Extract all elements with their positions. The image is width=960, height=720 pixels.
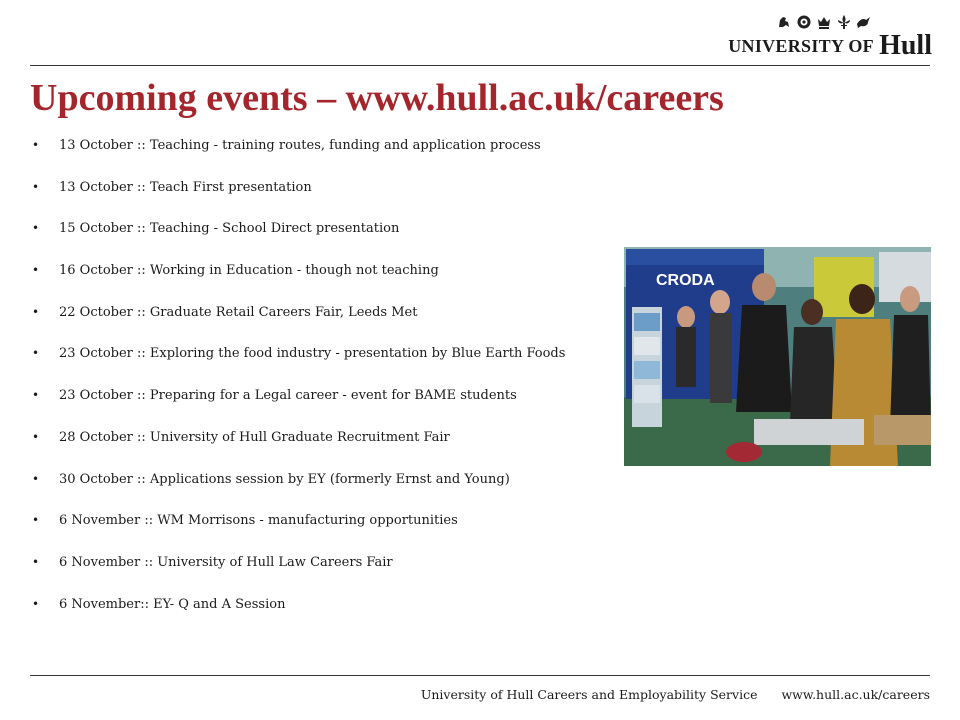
list-item — [30, 424, 610, 466]
list-item — [30, 174, 610, 216]
event-text: 13 October :: Teaching - training routes, funding and application process — [59, 138, 541, 153]
bullet-icon: • — [32, 596, 40, 611]
list-item — [30, 215, 610, 257]
logo-wordmark — [728, 30, 932, 62]
event-text: 30 October :: Applications session by EY (formerly Ernst and Young) — [59, 471, 510, 487]
event-list — [30, 132, 610, 632]
event-text: 15 October :: Teaching - School Direct presentation — [59, 221, 400, 237]
list-item — [30, 132, 610, 174]
list-item — [30, 340, 610, 382]
crest-icons — [776, 14, 872, 30]
bird-icon — [856, 14, 872, 30]
photo-illustration — [624, 247, 931, 466]
bullet-icon: • — [32, 346, 40, 361]
bullet-icon: • — [32, 471, 40, 486]
list-item — [30, 591, 610, 633]
university-logo — [728, 14, 932, 61]
event-text: 6 November :: University of Hull Law Careers Fair — [59, 554, 393, 570]
bullet-icon: • — [32, 513, 40, 528]
list-item — [30, 299, 610, 341]
event-text: 6 November :: WM Morrisons - manufacturing opportunities — [59, 513, 458, 529]
bullet-icon: • — [32, 263, 40, 278]
event-text: 13 October :: Teach First presentation — [59, 179, 312, 195]
fleur-de-lis-icon — [836, 14, 852, 30]
bullet-icon: • — [32, 554, 40, 569]
list-item — [30, 507, 610, 549]
page-title: Upcoming events – www.hull.ac.uk/careers — [30, 77, 724, 119]
event-text: 16 October :: Working in Education - though not teaching — [59, 263, 439, 279]
footer-service: University of Hull Careers and Employability Service — [420, 687, 758, 702]
event-text: 6 November:: EY- Q and A Session — [59, 596, 286, 612]
rose-icon — [796, 14, 812, 30]
list-item — [30, 257, 610, 299]
bullet-icon: • — [32, 179, 40, 194]
event-text: 22 October :: Graduate Retail Careers Fair, Leeds Met — [59, 304, 418, 320]
bullet-icon: • — [32, 221, 40, 236]
bullet-icon: • — [32, 429, 40, 444]
careers-fair-photo — [624, 247, 931, 466]
event-text: 28 October :: University of Hull Graduate Recruitment Fair — [59, 429, 450, 445]
footer — [421, 687, 930, 702]
bottom-divider — [30, 675, 930, 676]
top-divider — [30, 65, 930, 66]
bullet-icon: • — [32, 138, 40, 152]
event-text: 23 October :: Exploring the food industry - presentation by Blue Earth Foods — [59, 346, 566, 362]
lion-icon — [776, 14, 792, 30]
bullet-icon: • — [32, 304, 40, 319]
list-item — [30, 382, 610, 424]
logo-big-text: Hull — [879, 30, 932, 61]
crown-icon — [816, 14, 832, 30]
banner-text: CRODA — [656, 272, 715, 289]
logo-small-text: UNIVERSITY OF — [728, 36, 874, 56]
footer-url[interactable]: www.hull.ac.uk/careers — [781, 687, 930, 702]
bullet-icon: • — [32, 388, 40, 403]
event-text: 23 October :: Preparing for a Legal career - event for BAME students — [59, 388, 517, 404]
list-item — [30, 466, 610, 508]
list-item — [30, 549, 610, 591]
